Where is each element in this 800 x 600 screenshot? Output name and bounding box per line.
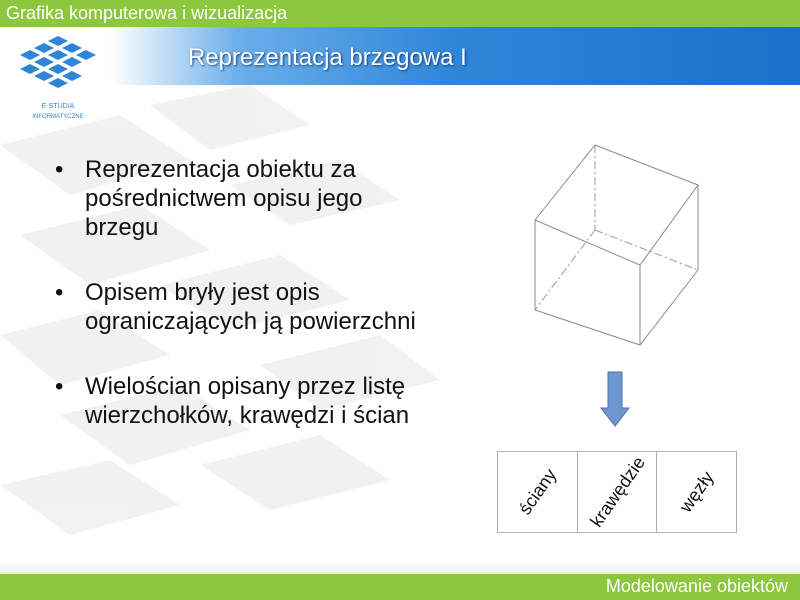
bullet-marker: •: [55, 279, 64, 306]
bullet-marker: •: [55, 373, 64, 400]
bottom-bar: [0, 574, 800, 600]
down-arrow-icon: [600, 370, 630, 430]
cell-label-nodes: węzły: [674, 467, 718, 516]
table-cell-faces: [498, 452, 577, 532]
logo-text-line2: INFORMATYCZNE: [32, 114, 84, 120]
bullet-item: [55, 278, 435, 336]
e-studia-logo: [10, 32, 106, 124]
structure-table: [497, 451, 737, 533]
title-band: [0, 27, 800, 85]
bullet-list: [55, 155, 435, 466]
cell-label-faces: ściany: [514, 465, 560, 519]
bullet-item: [55, 372, 435, 430]
bullet-text: Reprezentacja obiektu za pośrednictwem opisu jego brzegu: [85, 156, 363, 241]
section-title: Modelowanie obiektów: [605, 576, 788, 596]
table-cell-nodes: [656, 452, 736, 532]
slide-title: Reprezentacja brzegowa I: [188, 44, 467, 71]
cell-label-edges: krawędzie: [585, 452, 649, 531]
bullet-text: Wielościan opisany przez listę wierzchołków, krawędzi i ścian: [85, 373, 410, 429]
footer-divider: [0, 562, 800, 574]
course-title: Grafika komputerowa i wizualizacja: [6, 3, 288, 23]
cube-diagram: [520, 135, 720, 355]
logo-text-line1: E-STUDIA: [41, 103, 75, 110]
top-bar: [0, 0, 800, 27]
bullet-marker: •: [55, 156, 64, 183]
bullet-text: Opisem bryły jest opis ograniczających ją powierzchni: [85, 279, 416, 335]
bullet-item: [55, 155, 435, 242]
table-cell-edges: [577, 452, 657, 532]
